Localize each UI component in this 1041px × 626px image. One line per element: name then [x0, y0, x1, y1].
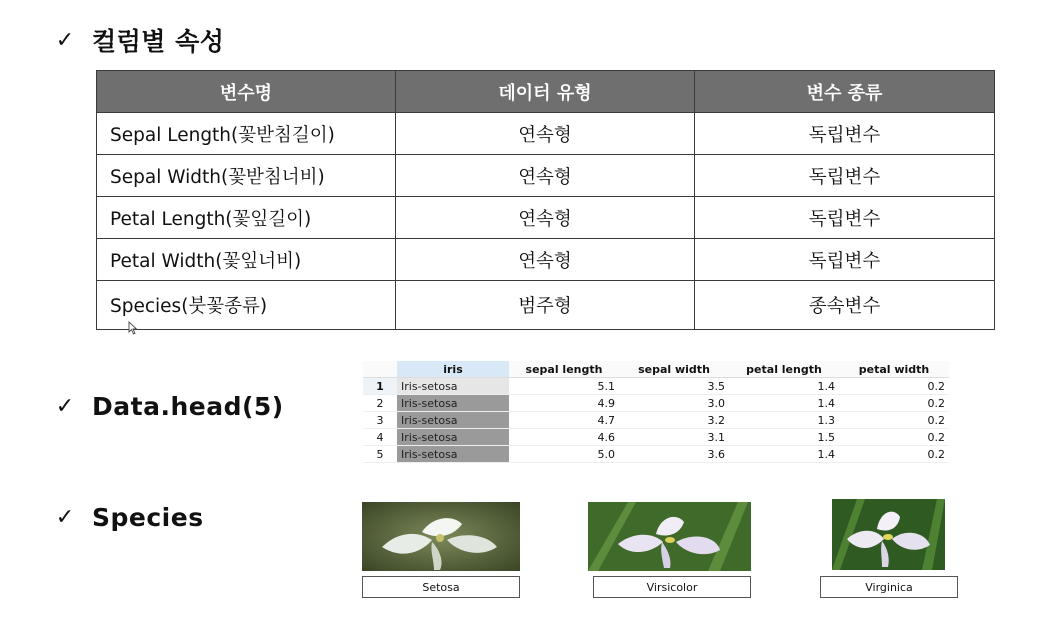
column-header: 변수 종류 [695, 71, 995, 113]
table-row[interactable] [363, 429, 949, 446]
data-type-cell: 연속형 [396, 113, 695, 155]
value-cell[interactable]: 5.0 [509, 446, 619, 463]
row-index: 5 [363, 446, 397, 463]
table-row [97, 155, 995, 197]
variable-kind-cell: 독립변수 [695, 239, 995, 281]
column-header[interactable]: iris [397, 361, 509, 378]
table-row [97, 197, 995, 239]
data-type-cell: 연속형 [396, 197, 695, 239]
table-row[interactable] [363, 446, 949, 463]
value-cell[interactable]: 3.2 [619, 412, 729, 429]
table-row[interactable] [363, 378, 949, 395]
variable-kind-cell: 종속변수 [695, 281, 995, 330]
section-title: Species [92, 503, 204, 532]
value-cell[interactable]: 0.2 [839, 378, 949, 395]
data-type-cell: 범주형 [396, 281, 695, 330]
section-title: Data.head(5) [92, 392, 284, 421]
variable-name-cell: Sepal Length(꽃받침길이) [97, 113, 396, 155]
checkmark-icon: ✓ [55, 394, 75, 419]
data-type-cell: 연속형 [396, 239, 695, 281]
data-type-cell: 연속형 [396, 155, 695, 197]
species-cell[interactable]: Iris-setosa [397, 446, 509, 463]
iris-flower-icon [588, 502, 751, 571]
species-caption: Virsicolor [593, 576, 751, 598]
row-index: 3 [363, 412, 397, 429]
virginica-image [832, 499, 945, 570]
value-cell[interactable]: 4.6 [509, 429, 619, 446]
value-cell[interactable]: 1.5 [729, 429, 839, 446]
section-heading-attributes [52, 22, 224, 58]
value-cell[interactable]: 0.2 [839, 429, 949, 446]
value-cell[interactable]: 4.9 [509, 395, 619, 412]
species-cell[interactable]: Iris-setosa [397, 378, 509, 395]
section-heading-species [52, 503, 204, 532]
section-title: 컬럼별 속성 [92, 27, 225, 56]
table-row [97, 113, 995, 155]
variable-name-cell: Sepal Width(꽃받침너비) [97, 155, 396, 197]
iris-flower-icon [832, 499, 945, 570]
table-row[interactable] [363, 412, 949, 429]
value-cell[interactable]: 4.7 [509, 412, 619, 429]
variable-name-cell: Petal Length(꽃잎길이) [97, 197, 396, 239]
value-cell[interactable]: 3.5 [619, 378, 729, 395]
variable-kind-cell: 독립변수 [695, 197, 995, 239]
row-index-header [363, 361, 397, 378]
value-cell[interactable]: 1.4 [729, 378, 839, 395]
value-cell[interactable]: 5.1 [509, 378, 619, 395]
variable-name-cell: Species(붓꽃종류) [97, 281, 396, 330]
row-index: 2 [363, 395, 397, 412]
column-header: 변수명 [97, 71, 396, 113]
checkmark-icon: ✓ [55, 505, 75, 530]
species-cell[interactable]: Iris-setosa [397, 412, 509, 429]
column-header: 데이터 유형 [396, 71, 695, 113]
value-cell[interactable]: 1.4 [729, 395, 839, 412]
table-row [97, 239, 995, 281]
attribute-table [96, 70, 995, 330]
table-row [97, 281, 995, 330]
species-caption: Setosa [362, 576, 520, 598]
section-heading-head [52, 392, 284, 421]
iris-flower-icon [362, 502, 520, 571]
setosa-image [362, 502, 520, 571]
mouse-cursor-icon [128, 321, 138, 335]
row-index: 1 [363, 378, 397, 395]
column-header[interactable]: petal width [839, 361, 949, 378]
value-cell[interactable]: 3.6 [619, 446, 729, 463]
versicolor-image [588, 502, 751, 571]
species-cell[interactable]: Iris-setosa [397, 429, 509, 446]
checkmark-icon: ✓ [55, 27, 75, 53]
column-header[interactable]: sepal width [619, 361, 729, 378]
species-cell[interactable]: Iris-setosa [397, 395, 509, 412]
value-cell[interactable]: 0.2 [839, 395, 949, 412]
value-cell[interactable]: 0.2 [839, 446, 949, 463]
value-cell[interactable]: 3.1 [619, 429, 729, 446]
variable-kind-cell: 독립변수 [695, 113, 995, 155]
value-cell[interactable]: 0.2 [839, 412, 949, 429]
value-cell[interactable]: 3.0 [619, 395, 729, 412]
row-index: 4 [363, 429, 397, 446]
variable-kind-cell: 독립변수 [695, 155, 995, 197]
species-caption: Virginica [820, 576, 958, 598]
data-head-table [363, 361, 949, 463]
table-header-row [97, 71, 995, 113]
variable-name-cell: Petal Width(꽃잎너비) [97, 239, 396, 281]
value-cell[interactable]: 1.4 [729, 446, 839, 463]
value-cell[interactable]: 1.3 [729, 412, 839, 429]
column-header[interactable]: petal length [729, 361, 839, 378]
table-header-row [363, 361, 949, 378]
table-row[interactable] [363, 395, 949, 412]
column-header[interactable]: sepal length [509, 361, 619, 378]
